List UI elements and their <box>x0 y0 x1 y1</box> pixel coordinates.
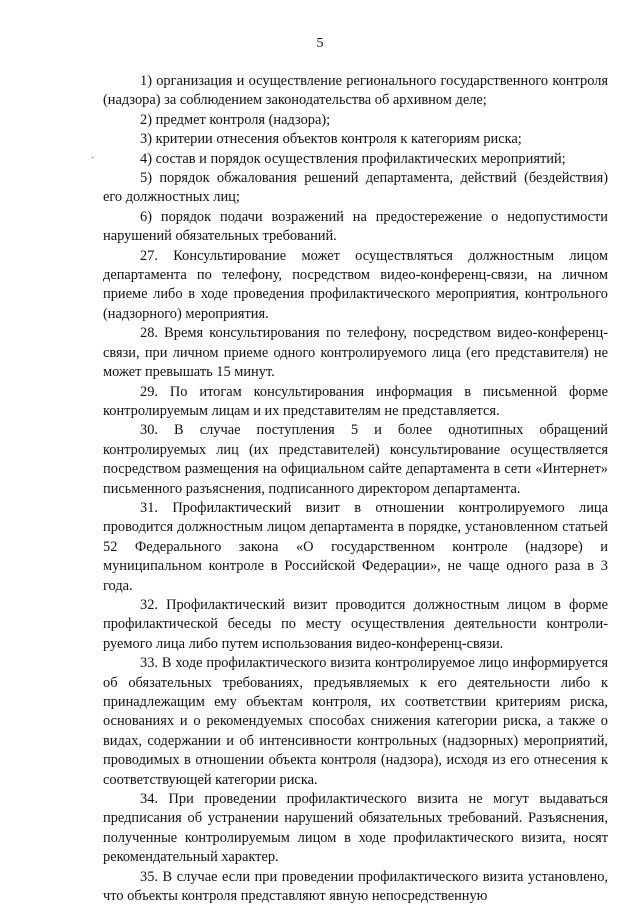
paragraph-31: 31. Профилактический визит в отношении контролируемого лица проводится должностным лицом департамента в порядке, установленном статьей 52 Федерального закона «О государственном контроле (надзоре) и муниципальном контроле в Российской Федерации», не чаще одного раза в 3 года. <box>103 499 608 594</box>
document-body <box>103 72 608 906</box>
paragraph-32: 32. Профилактический визит проводится должностным лицом в форме профилактической беседы по месту осуществления деятельности контролируемого лица либо путем использования видео-конференц-связи. <box>103 596 608 652</box>
paragraph-item-2: 2) предмет контроля (надзора); <box>140 111 331 128</box>
paragraph-item-4: 4) состав и порядок осуществления профилактических мероприятий; <box>140 150 566 167</box>
page-number: 5 <box>316 36 324 51</box>
paragraph-28: 28. Время консультирования по телефону, посредством видео-конференц-связи, при личном приеме одного контролируемого лица (его представителя) не может превышать 15 минут. <box>103 325 608 381</box>
paragraph-27: 27. Консультирование может осуществляться должностным лицом департамента по телефону, посредством видео-конференц-связи, на личном приеме либо в ходе проведения профилактического мероприятия, контрольного (надзорного) мероприятия. <box>103 247 608 322</box>
paragraph-item-5: 5) порядок обжалования решений департамента, действий (бездействия) его должностных лиц; <box>103 170 608 206</box>
paragraph-30: 30. В случае поступления 5 и более однотипных обращений контролируемых лиц (их представителей) консультирование осуществляется посредством размещения на официальном сайте департамента в сети «Интернет» письменного разъяснения, подписанного директором департамента. <box>103 422 608 497</box>
paragraph-35: 35. В случае если при проведении профилактического визита установлено, что объекты контроля представляют явную непосредственную <box>103 868 608 905</box>
paragraph-34: 34. При проведении профилактического визита не могут выдаваться предписания об устранении нарушений обязательных требований. Разъяснения, полученные контролируемым лицом в ходе профилактического визита, носят рекомендательный характер. <box>103 791 608 866</box>
margin-mark: · <box>91 153 95 164</box>
paragraph-29: 29. По итогам консультирования информация в письменной форме контролируемым лицам и их представителям не представляется. <box>103 383 608 419</box>
paragraph-33: 33. В ходе профилактического визита контролируемое лицо информируется об обязательных требованиях, предъявляемых к его деятельности либо к принадлежащим ему объектам контроля, их соответствии критериям риска, основаниях и о рекомендуемых способах снижения категории риска, а также о видах, содержании и об интенсивности контрольных (надзорных) мероприятий, проводимых в отношении объекта контроля (надзора), исходя из его отнесения к соответствующей категории риска. <box>103 655 608 788</box>
paragraph-item-1: 1) организация и осуществление регионального государственного контроля (надзора) за соблюдением законодательства об архивном деле; <box>103 73 608 109</box>
paragraph-item-6: 6) порядок подачи возражений на предостережение о недопустимости нарушений обязательных требований. <box>103 208 608 245</box>
paragraph-item-3: 3) критерии отнесения объектов контроля к категориям риска; <box>140 131 522 148</box>
